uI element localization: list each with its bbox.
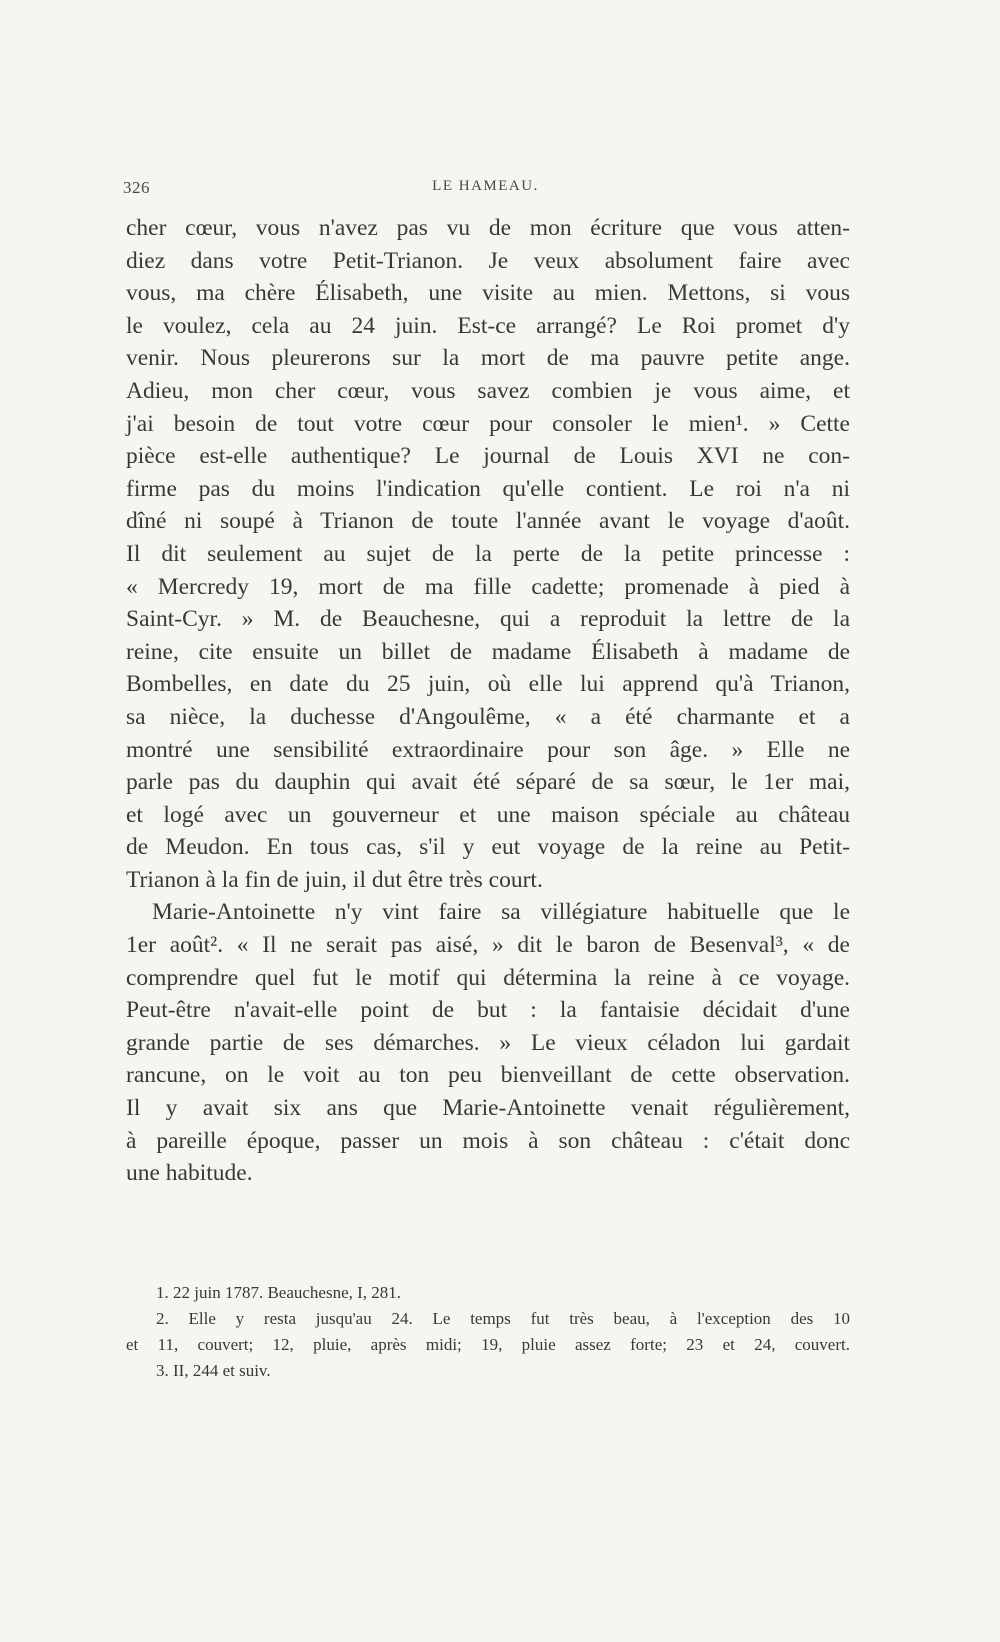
- text-line: reine, cite ensuite un billet de madame Élisabeth à madame de: [126, 638, 850, 665]
- text-line: le voulez, cela au 24 juin. Est-ce arrangé? Le Roi promet d'y: [126, 312, 850, 339]
- text-line: diez dans votre Petit-Trianon. Je veux absolument faire avec: [126, 247, 850, 274]
- footnote: 1. 22 juin 1787. Beauchesne, I, 281.: [156, 1283, 402, 1302]
- text-line: grande partie de ses démarches. » Le vieux céladon lui gardait: [126, 1029, 850, 1056]
- footnote-continuation: et 11, couvert; 12, pluie, après midi; 19, pluie assez forte; 23 et 24, couvert.: [126, 1335, 850, 1354]
- text-line: j'ai besoin de tout votre cœur pour consoler le mien¹. » Cette: [126, 410, 850, 437]
- footnote: 3. II, 244 et suiv.: [156, 1361, 271, 1380]
- text-line: une habitude.: [126, 1160, 253, 1187]
- text-line: vous, ma chère Élisabeth, une visite au mien. Mettons, si vous: [126, 280, 850, 307]
- text-line: Marie-Antoinette n'y vint faire sa villégiature habituelle que le: [152, 899, 850, 926]
- text-line: venir. Nous pleurerons sur la mort de ma pauvre petite ange.: [126, 345, 850, 372]
- text-line: de Meudon. En tous cas, s'il y eut voyage de la reine au Petit-: [126, 834, 850, 861]
- text-line: Trianon à la fin de juin, il dut être très court.: [126, 866, 543, 893]
- text-line: à pareille époque, passer un mois à son château : c'était donc: [126, 1127, 850, 1154]
- paragraph-1: [126, 212, 850, 896]
- page-number: 326: [123, 178, 150, 197]
- text-line: cher cœur, vous n'avez pas vu de mon écriture que vous atten-: [126, 215, 850, 241]
- footnotes: [126, 1280, 850, 1384]
- running-title: LE HAMEAU.: [432, 178, 539, 194]
- text-line: parle pas du dauphin qui avait été séparé de sa sœur, le 1er mai,: [126, 769, 850, 796]
- text-line: firme pas du moins l'indication qu'elle contient. Le roi n'a ni: [126, 475, 850, 502]
- text-line: rancune, on le voit au ton peu bienveillant de cette observation.: [126, 1062, 850, 1089]
- text-line: dîné ni soupé à Trianon de toute l'année avant le voyage d'août.: [126, 508, 850, 535]
- text-line: et logé avec un gouverneur et une maison spéciale au château: [126, 801, 850, 828]
- text-line: sa nièce, la duchesse d'Angoulême, « a été charmante et a: [126, 703, 850, 730]
- footnote: 2. Elle y resta jusqu'au 24. Le temps fut très beau, à l'exception des 10: [156, 1309, 850, 1328]
- text-line: Il y avait six ans que Marie-Antoinette venait régulièrement,: [126, 1095, 850, 1122]
- text-line: montré une sensibilité extraordinaire pour son âge. » Elle ne: [126, 736, 850, 763]
- text-line: comprendre quel fut le motif qui détermina la reine à ce voyage.: [126, 964, 850, 991]
- text-line: Il dit seulement au sujet de la perte de la petite princesse :: [126, 540, 850, 567]
- text-line: Saint-Cyr. » M. de Beauchesne, qui a reproduit la lettre de la: [126, 606, 850, 633]
- main-text: [126, 212, 850, 1190]
- text-line: 1er août². « Il ne serait pas aisé, » dit le baron de Besenval³, « de: [126, 932, 850, 959]
- text-line: « Mercredy 19, mort de ma fille cadette; promenade à pied à: [126, 573, 850, 600]
- text-line: Adieu, mon cher cœur, vous savez combien je vous aime, et: [126, 377, 850, 404]
- paragraph-2: [126, 896, 850, 1189]
- text-line: Bombelles, en date du 25 juin, où elle lui apprend qu'à Trianon,: [126, 671, 850, 698]
- text-line: Peut-être n'avait-elle point de but : la fantaisie décidait d'une: [126, 997, 850, 1024]
- text-line: pièce est-elle authentique? Le journal de Louis XVI ne con-: [126, 443, 850, 470]
